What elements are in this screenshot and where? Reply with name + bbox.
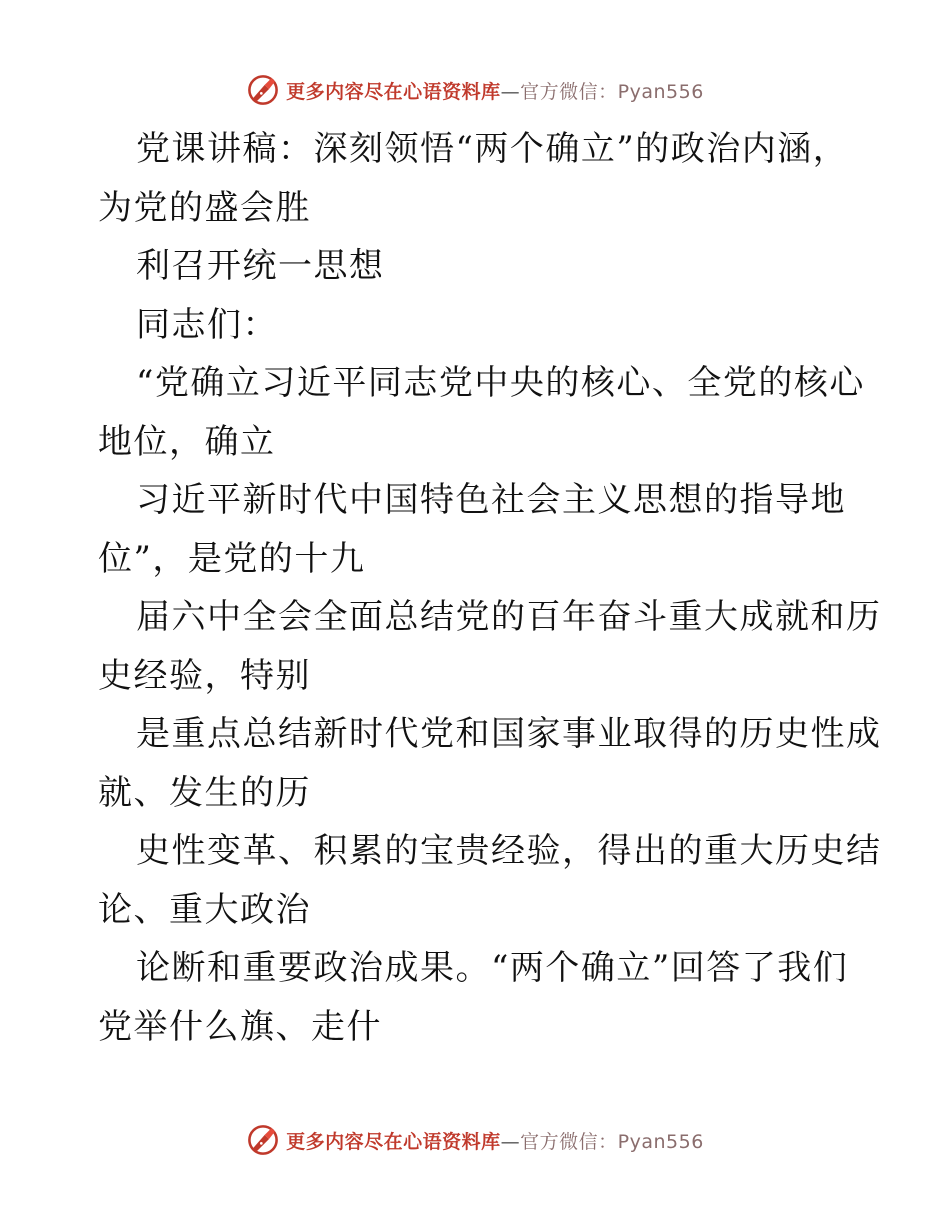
document-title-line-3: 利召开统一思想	[136, 246, 385, 286]
paragraph-line: 论、重大政治	[98, 889, 311, 930]
paragraph-line: 党举什么旗、走什	[98, 1006, 382, 1047]
footer-banner	[0, 1120, 950, 1160]
salutation-line: 同志们：	[136, 304, 278, 345]
header-banner	[0, 70, 950, 110]
paragraph-line: 位”，是党的十九	[98, 538, 366, 579]
pen-nib-circle-logo-icon	[246, 1123, 280, 1157]
paragraph-line: 论断和重要政治成果。“两个确立”回答了我们	[136, 948, 849, 988]
paragraph-line: “党确立习近平同志党中央的核心、全党的核心	[136, 363, 865, 403]
footer-dash: —	[500, 1130, 521, 1153]
footer-contact-text: 官方微信：Pyan556	[520, 1130, 704, 1153]
paragraph-line: 史经验，特别	[98, 655, 311, 696]
header-brand-text: 更多内容尽在心语资料库	[286, 80, 501, 103]
paragraph-line: 习近平新时代中国特色社会主义思想的指导地	[136, 480, 846, 520]
document-title-line-1: 党课讲稿：深刻领悟“两个确立”的政治内涵，	[136, 129, 849, 169]
header-dash: —	[500, 80, 521, 103]
footer-brand-text: 更多内容尽在心语资料库	[286, 1130, 501, 1153]
paragraph-line: 就、发生的历	[98, 772, 311, 813]
paragraph-line: 地位，确立	[98, 421, 276, 462]
header-contact-text: 官方微信：Pyan556	[520, 80, 704, 103]
pen-nib-circle-logo-icon	[246, 73, 280, 107]
paragraph-line: 是重点总结新时代党和国家事业取得的历史性成	[136, 714, 882, 754]
paragraph-line: 史性变革、积累的宝贵经验，得出的重大历史结	[136, 831, 882, 871]
header-banner-text	[286, 77, 704, 104]
paragraph-line: 届六中全会全面总结党的百年奋斗重大成就和历	[136, 597, 882, 637]
footer-banner-text	[286, 1127, 704, 1154]
document-title-line-2: 为党的盛会胜	[98, 187, 311, 228]
document-body	[98, 120, 882, 1056]
